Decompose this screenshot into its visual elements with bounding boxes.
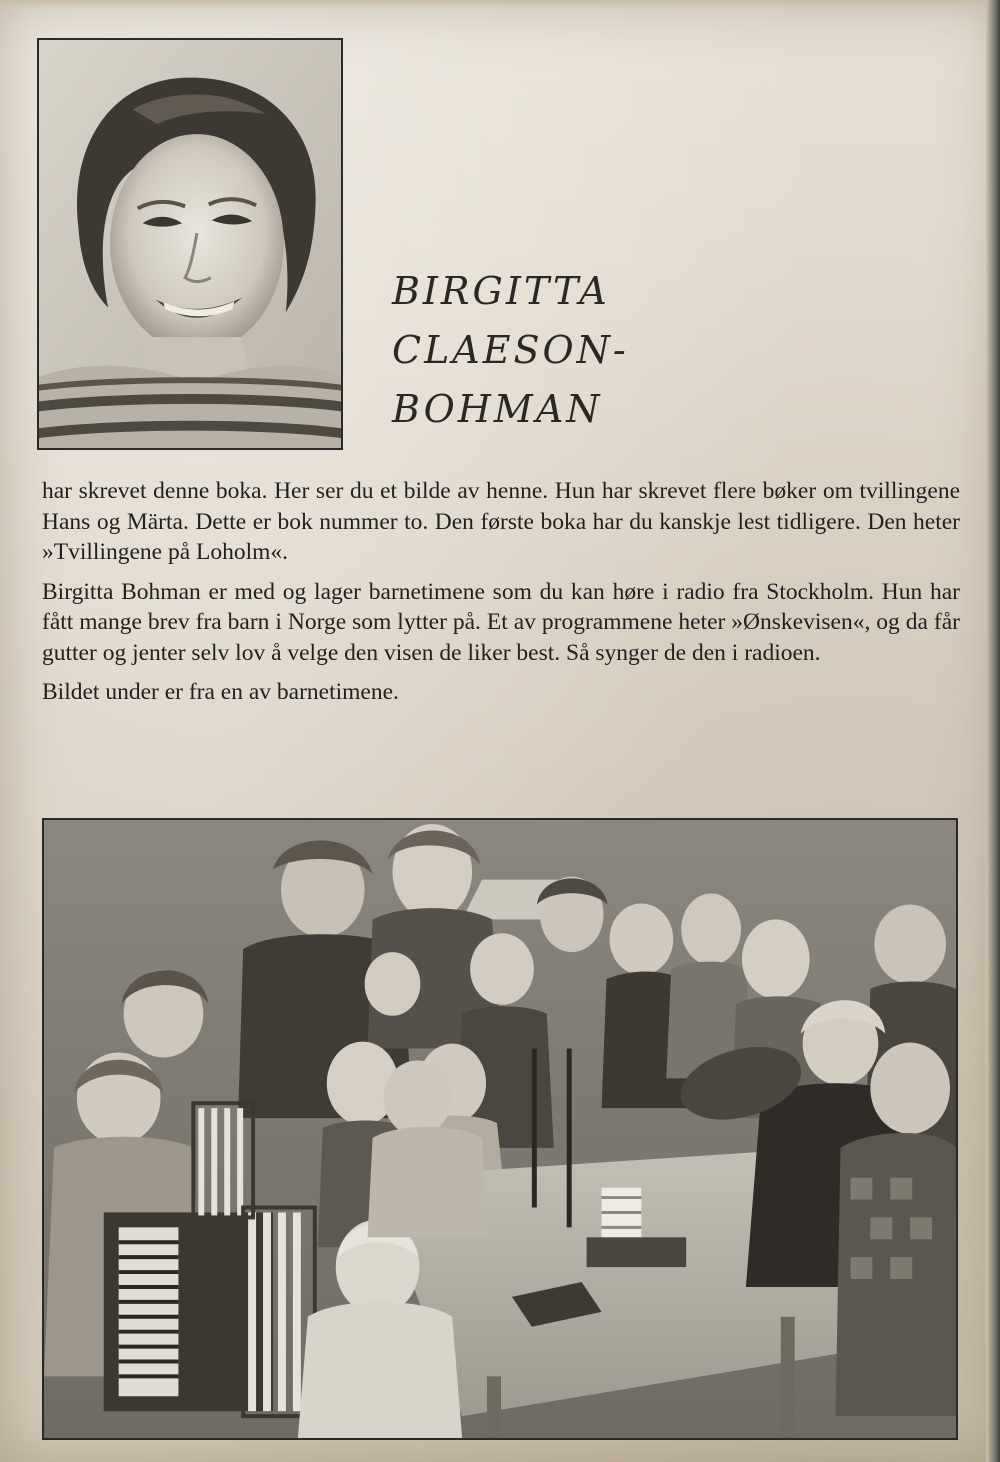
- paragraph-photo-caption: Bildet under er fra en av barnetimene.: [42, 679, 399, 705]
- author-biography-text: [42, 476, 960, 717]
- author-name-line-3: BOHMAN: [392, 387, 603, 431]
- cover-spine-edge: [986, 0, 1000, 1462]
- radio-program-group-photo: [42, 818, 958, 1440]
- cover-top-edge: [0, 0, 1000, 8]
- author-name-line-2: CLAESON-: [392, 328, 629, 372]
- author-portrait-photo: [37, 38, 343, 450]
- author-name-line-1: BIRGITTA: [392, 269, 610, 313]
- paragraph-radio: Birgitta Bohman er med og lager barnetimene som du kan høre i radio fra Stockholm. Hun har fått mange brev fra barn i Norge som lytter på. Et av programmene heter »Ønskevisen«, og da får gutter og jenter selv lov å velge den visen de liker best. Så synger de den i radioen.: [42, 578, 960, 666]
- author-name: [392, 262, 712, 439]
- paragraph-intro: har skrevet denne boka. Her ser du et bilde av henne. Hun har skrevet flere bøker om tvillingene Hans og Märta. Dette er bok nummer to. Den første boka har du kanskje lest tidligere. Den heter »Tvillingene på Loholm«.: [42, 478, 960, 565]
